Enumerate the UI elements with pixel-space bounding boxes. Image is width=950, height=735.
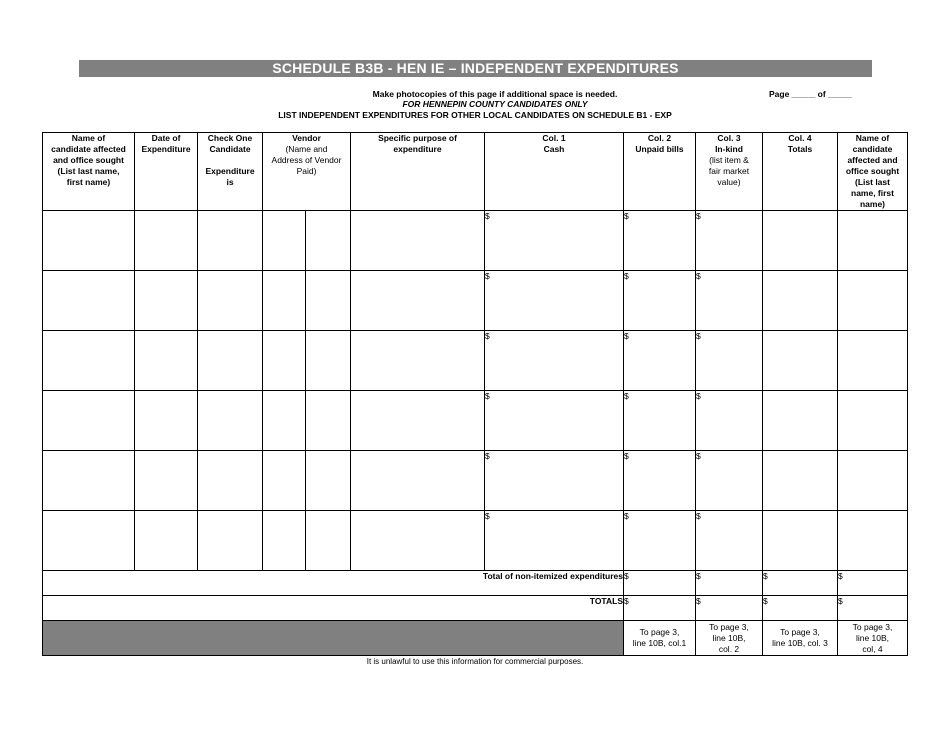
cell-date[interactable] [135, 211, 198, 271]
cell-candidate-2[interactable] [838, 271, 908, 331]
cell-totals[interactable] [763, 451, 838, 511]
cell-candidate-2[interactable] [838, 211, 908, 271]
cell-purpose[interactable] [351, 391, 485, 451]
cell-candidate[interactable] [43, 511, 135, 571]
cell-vendor-b[interactable] [306, 331, 351, 391]
cell-unpaid[interactable]: $ [624, 271, 696, 331]
non-itemized-col4[interactable]: $ [838, 571, 908, 596]
cell-unpaid[interactable]: $ [624, 451, 696, 511]
cell-vendor-a[interactable] [263, 451, 306, 511]
cell-check-one[interactable] [198, 391, 263, 451]
cell-date[interactable] [135, 451, 198, 511]
table-row [43, 391, 908, 451]
col-header-totals: Col. 4 Totals [763, 133, 838, 211]
page-reference-row [43, 621, 908, 656]
cell-totals[interactable] [763, 511, 838, 571]
cell-vendor-b[interactable] [306, 391, 351, 451]
cell-purpose[interactable] [351, 271, 485, 331]
cell-in-kind[interactable]: $ [696, 511, 763, 571]
cell-date[interactable] [135, 271, 198, 331]
col-header-candidate-name: Name of candidate affected and office sought (List last name, first name) [43, 133, 135, 211]
grey-filler [43, 621, 624, 656]
schedule-title: SCHEDULE B3B - HEN IE – INDEPENDENT EXPENDITURES [79, 60, 872, 77]
cell-vendor-b[interactable] [306, 451, 351, 511]
page-ref-col1: To page 3, line 10B, col.1 [624, 621, 696, 656]
table-row [43, 451, 908, 511]
cell-date[interactable] [135, 391, 198, 451]
totals-col4[interactable]: $ [838, 596, 908, 621]
cell-vendor-b[interactable] [306, 511, 351, 571]
expenditures-table [42, 132, 908, 656]
list-instruction: LIST INDEPENDENT EXPENDITURES FOR OTHER LOCAL CANDIDATES ON SCHEDULE B1 - EXP [278, 110, 672, 120]
cell-totals[interactable] [763, 271, 838, 331]
cell-totals[interactable] [763, 391, 838, 451]
col-header-purpose: Specific purpose of expenditure [351, 133, 485, 211]
cell-cash[interactable]: $ [485, 331, 624, 391]
cell-candidate[interactable] [43, 271, 135, 331]
totals-col3[interactable]: $ [763, 596, 838, 621]
legal-footer: It is unlawful to use this information for commercial purposes. [366, 657, 584, 666]
cell-purpose[interactable] [351, 211, 485, 271]
cell-check-one[interactable] [198, 451, 263, 511]
cell-check-one[interactable] [198, 211, 263, 271]
cell-purpose[interactable] [351, 511, 485, 571]
hennepin-instruction: FOR HENNEPIN COUNTY CANDIDATES ONLY [402, 99, 588, 109]
col-header-date: Date of Expenditure [135, 133, 198, 211]
cell-vendor-a[interactable] [263, 511, 306, 571]
col-header-in-kind: Col. 3 In-kind (list item & fair market value) [696, 133, 763, 211]
photocopy-instruction: Make photocopies of this page if additional space is needed. [372, 89, 618, 99]
cell-candidate[interactable] [43, 211, 135, 271]
non-itemized-col1[interactable]: $ [624, 571, 696, 596]
totals-col2[interactable]: $ [696, 596, 763, 621]
col-header-vendor: Vendor (Name and Address of Vendor Paid) [263, 133, 351, 211]
cell-in-kind[interactable]: $ [696, 211, 763, 271]
table-row [43, 331, 908, 391]
cell-vendor-b[interactable] [306, 211, 351, 271]
cell-cash[interactable]: $ [485, 451, 624, 511]
cell-date[interactable] [135, 511, 198, 571]
totals-col1[interactable]: $ [624, 596, 696, 621]
cell-candidate-2[interactable] [838, 391, 908, 451]
cell-vendor-a[interactable] [263, 331, 306, 391]
col-header-check-one: Check One Candidate Expenditure is [198, 133, 263, 211]
cell-in-kind[interactable]: $ [696, 391, 763, 451]
totals-row [43, 596, 908, 621]
page-ref-col4: To page 3, line 10B, col, 4 [838, 621, 908, 656]
cell-candidate-2[interactable] [838, 331, 908, 391]
cell-vendor-a[interactable] [263, 391, 306, 451]
col-header-unpaid-bills: Col. 2 Unpaid bills [624, 133, 696, 211]
header-row [43, 133, 908, 211]
cell-unpaid[interactable]: $ [624, 331, 696, 391]
col-header-candidate-name-2: Name of candidate affected and office sought (List last name, first name) [838, 133, 908, 211]
cell-totals[interactable] [763, 331, 838, 391]
non-itemized-total-label: Total of non-itemized expenditures [43, 571, 624, 596]
cell-date[interactable] [135, 331, 198, 391]
cell-purpose[interactable] [351, 451, 485, 511]
table-row [43, 211, 908, 271]
cell-cash[interactable]: $ [485, 511, 624, 571]
non-itemized-col2[interactable]: $ [696, 571, 763, 596]
cell-check-one[interactable] [198, 271, 263, 331]
cell-candidate-2[interactable] [838, 451, 908, 511]
cell-in-kind[interactable]: $ [696, 331, 763, 391]
cell-vendor-b[interactable] [306, 271, 351, 331]
page-number-label: Page _____ of _____ [769, 89, 852, 99]
cell-unpaid[interactable]: $ [624, 391, 696, 451]
cell-unpaid[interactable]: $ [624, 211, 696, 271]
cell-totals[interactable] [763, 211, 838, 271]
cell-cash[interactable]: $ [485, 211, 624, 271]
cell-check-one[interactable] [198, 511, 263, 571]
non-itemized-col3[interactable]: $ [763, 571, 838, 596]
table-row [43, 271, 908, 331]
col-header-cash: Col. 1 Cash [485, 133, 624, 211]
totals-label: TOTALS [43, 596, 624, 621]
cell-unpaid[interactable]: $ [624, 511, 696, 571]
cell-in-kind[interactable]: $ [696, 451, 763, 511]
page-ref-col2: To page 3, line 10B, col. 2 [696, 621, 763, 656]
cell-cash[interactable]: $ [485, 271, 624, 331]
cell-in-kind[interactable]: $ [696, 271, 763, 331]
page-ref-col3: To page 3, line 10B, col. 3 [763, 621, 838, 656]
cell-candidate[interactable] [43, 451, 135, 511]
cell-cash[interactable]: $ [485, 391, 624, 451]
table-row [43, 511, 908, 571]
cell-candidate-2[interactable] [838, 511, 908, 571]
cell-vendor-a[interactable] [263, 271, 306, 331]
cell-candidate[interactable] [43, 391, 135, 451]
cell-check-one[interactable] [198, 331, 263, 391]
cell-vendor-a[interactable] [263, 211, 306, 271]
cell-candidate[interactable] [43, 331, 135, 391]
non-itemized-total-row [43, 571, 908, 596]
cell-purpose[interactable] [351, 331, 485, 391]
